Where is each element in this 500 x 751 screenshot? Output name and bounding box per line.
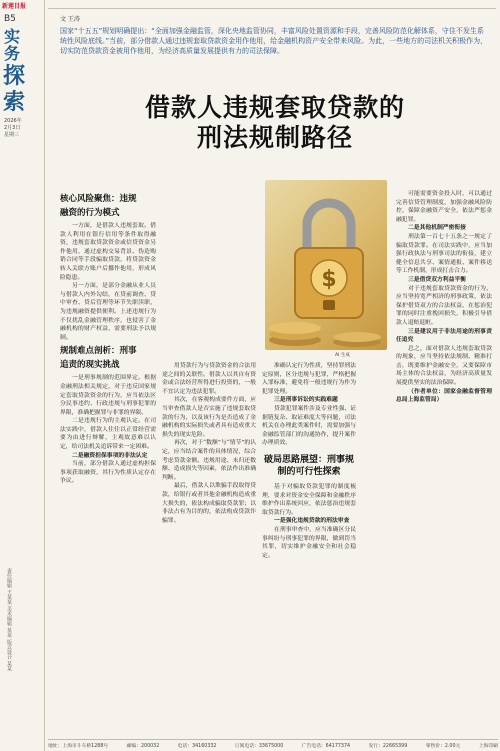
- footer-ad-phone: 广告电话：64177374: [301, 744, 351, 749]
- paragraph: 可能需要资金投入时，可以通过完善信贷管理制度，加强金融风险防控，保障金融资产安全，依法严惩金融犯罪。: [396, 191, 492, 223]
- watermark-logo: 新莲目报: [2, 3, 27, 10]
- paragraph: 刑法第一百七十五条之一规定了骗取贷款罪。在司法实践中，应当加强行政执法与刑事司法的衔接，建立健全信息共享、案情通报、案件移送等工作机制，形成打击合力。: [396, 233, 492, 275]
- subheading-cont: 制的可行性探索: [277, 466, 341, 477]
- footer-printer: 上海印刷: [478, 744, 498, 749]
- paragraph-heading: 三是刑事诉讼的实践难题: [274, 397, 338, 404]
- paragraph-heading: 二是融资担保事项的非法认定: [72, 452, 148, 459]
- paragraph: 基于对骗取贷款犯罪的制度梳理，要求对资金安全保障和金融秩序维护作出系统回应，依法惩治违规套取贷款行为。: [262, 483, 356, 516]
- paragraph-heading: 二是其他机制严密衔接: [408, 225, 466, 232]
- article-column-1: [60, 190, 156, 486]
- paragraph-heading: 三是借贷双方利益平衡: [408, 276, 466, 283]
- subheading: 破局思路展望：刑事规: [263, 454, 354, 465]
- paragraph: 再次，对于“数额”与“情节”的认定，应当结合案件的具体情况，综合考虑贷款金额、违规用途、未归还数额、造成损失等因素，依法作出准确判断。: [162, 440, 256, 481]
- issue-year: 2026年: [4, 118, 22, 124]
- section-label-large: 探索: [3, 64, 26, 115]
- illustration-credit: AI 生成: [335, 353, 350, 358]
- svg-text:$: $: [321, 267, 337, 292]
- paragraph: 一方面，是借款人违规套取。借款人利用在银行信用等条件取得融资，违规套取贷款资金或信贷资金另作他用，通过虚构交易背景、伪造购销合同等手段骗取贷款，将贷款资金转入关联方账户后挪作他用，形成风险隐患。: [60, 223, 156, 281]
- headline-line-2: 刑法规制路径: [196, 123, 353, 152]
- article-column-4: [396, 190, 492, 405]
- article-column-2: [162, 362, 256, 525]
- paragraph: 其次，在客观构成要件方面，应当审查借款人是否实施了违规套取贷款的行为，以及该行为是否造成了金融机构的实际损失或者具有造成重大损失的现实危险。: [162, 397, 256, 438]
- headline-line-1: 借款人违规套取贷款的: [144, 93, 405, 122]
- paragraph: 一是刑事规制的范围界定。根据金融刑法相关规定，对于违反国家规定套取贷款资金的行为，应当依法区分民事违约、行政违规与刑事犯罪的界限，准确把握罪与非罪的界限。: [60, 375, 156, 416]
- footer-subscribe-phone: 订阅电话：33675000: [234, 744, 284, 749]
- footer-phone: 电话：34160332: [177, 744, 217, 749]
- subheading-cont: 融资的行为模式: [60, 208, 120, 218]
- lead-paragraph: 国家“十五五”规划明确提出：“全面加强金融监管，深化央地监管协同，丰富风险处置资源和手段，完善风险防范化解体系，守住不发生系统性风险底线。”当前，部分借款人通过违规套取贷款资金用作他用，给金融机构资产安全带来风险。为此，一些地方的司法机关积极作为，切实防范贷款资金被用作他用，为经济高质量发展提供有力的司法保障。: [60, 27, 488, 55]
- padlock-illustration: [265, 180, 387, 350]
- article-column-3: [262, 362, 356, 560]
- footer-distribution: 发行：22665399: [368, 744, 408, 749]
- editor-credits: 责任编辑 王某某 美术编辑 某某 版式设计 某某: [6, 568, 12, 671]
- footer-address: 地址：上海市斗车桥1288号: [48, 744, 109, 749]
- paragraph: 总之，面对借款人违规套取贷款的现象，应当坚持依法规制、精准打击，既要维护金融安全，又要保障市场主体的合法权益，为经济高质量发展提供坚实的法治保障。: [396, 345, 492, 387]
- subheading: 规制难点剖析：刑事: [60, 346, 137, 357]
- top-rule: [48, 8, 496, 9]
- footer-zip: 邮编：200032: [126, 744, 160, 749]
- paragraph: 准确认定行为性质，坚持罪刑法定原则，区分违规与犯罪，严格把握入罪标准，避免将一般违规行为作为犯罪处理。: [262, 363, 356, 395]
- issue-date: [4, 118, 22, 139]
- paragraph: 用贷款行为与贷款资金的合法用途之间的关联性。借款人以其自有资金或合法经营所得进行投资的，一般不宜认定为违法犯罪。: [162, 363, 256, 395]
- paragraph-heading: 一是强化违规贷款的刑法审查: [274, 518, 350, 525]
- paragraph: 当前，部分借款人通过虚构担保事项获取融资，其行为性质认定存在争议。: [60, 461, 156, 485]
- byline: 文 王涛: [60, 16, 80, 23]
- paragraph: 最后，借款人以欺骗手段取得贷款，给银行或者其他金融机构造成重大损失的，依法构成骗取贷款罪；以非法占有为目的的，依法构成贷款诈骗罪。: [162, 483, 256, 524]
- masthead: [0, 8, 42, 743]
- column-divider: [44, 0, 45, 751]
- footer-price: 零售价：2.00元: [425, 744, 461, 749]
- paragraph: 贷款犯罪案件涉及专业性强、证据链复杂、取证难度大等问题，司法机关在办理此类案件时，需要加强与金融监管部门的沟通协作，提升案件办理质效。: [262, 405, 356, 447]
- page-footer: [48, 739, 498, 749]
- subheading: 核心风险聚焦：违规: [60, 194, 137, 204]
- subheading-cont: 追责的现实挑战: [60, 360, 120, 371]
- paragraph: 二是违规行为的主观认定。在司法实践中，借款人往往以正常经营需要为由进行辩解，主观故意难以认定，给司法机关追诉带来一定困难。: [60, 418, 156, 451]
- issue-day: 2月3日: [4, 125, 21, 131]
- paragraph: 对于违规套取贷款资金的行为，应当坚持宽严相济的刑事政策，依法保护借贷双方的合法权益，在惩治犯罪的同时注重挽回损失，积极引导借款人退赔退赃。: [396, 285, 492, 326]
- paragraph-heading: 三是建议用于非法用途的刑事责任追究: [396, 328, 492, 344]
- author-note: （作者单位：国家金融监督管理总局上海监管局）: [396, 388, 492, 404]
- padlock-icon: [265, 180, 387, 350]
- paragraph: 在刑事审查中，应当准确区分民事纠纷与刑事犯罪的界限，做到罚当其罪，切实维护金融安全和社会稳定。: [262, 526, 356, 559]
- section-label: 实务: [4, 27, 21, 63]
- paragraph: 另一方面，是部分金融从业人员与借款人内外勾结，在贷前调查、贷中审查、贷后管理等环节失职渎职，为违规融资提供便利。上述违规行为不仅扰乱金融管理秩序，也侵害了金融机构的财产权益，需要刑法予以规制。: [60, 283, 156, 341]
- issue-weekday: 星期三: [4, 132, 20, 138]
- page-number: B5: [4, 14, 16, 24]
